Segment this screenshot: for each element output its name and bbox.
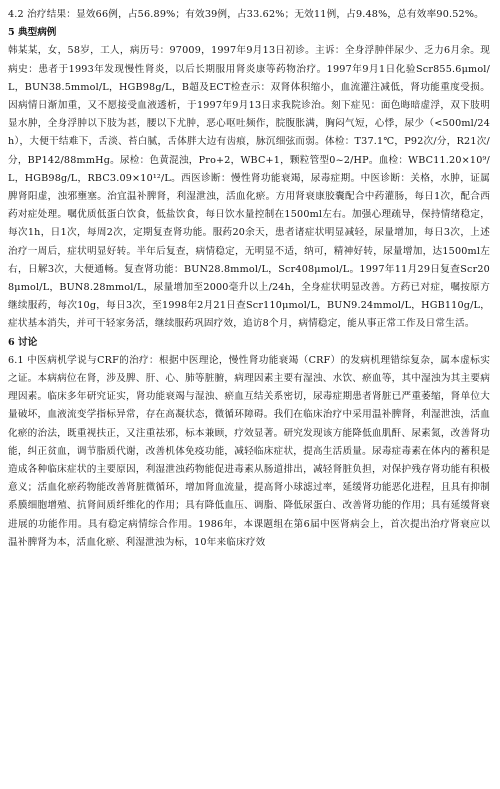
treatment-result-paragraph: 4.2 治疗结果：显效66例，占56.89%；有效39例，占33.62%；无效11例，占9.48%，总有效率90.52%。 (8, 9, 484, 20)
case-report-paragraph: 韩某某，女，58岁，工人，病历号：97009，1997年9月13日初诊。主诉：全身浮肿伴尿少、乏力6月余。现病史：患者于1993年发现慢性肾炎，以后长期服用肾炎康等药物治疗。1997年9月1日化验Scr855.6μmol/L，BUN38.5mmol/L，HGB98g/L，B超及ECT检查示：双肾体积缩小，血流灌注减低，肾功能重度受损。因病情日渐加重，又不愿接受血液透析，于1997年9月13日求我院诊治。刻下症见：面色晦暗虚浮，双下肢明显水肿，全身浮肿以下肢为甚，腰以下尤肿，恶心呕吐频作，脘腹胀满，胸闷气短，心悸，尿少（<500ml/24h），大便干结难下，舌淡、苔白腻，舌体胖大边有齿痕，脉沉细弦而弱。体检：T37.1℃，P92次/分，R21次/分，BP142/88mmHg。尿检：色黄混浊，Pro+2，WBC+1，颗粒管型0~2/HP。血检：WBC11.20×10⁹/L，HGB98g/L，RBC3.09×10¹²/L。西医诊断：慢性肾功能衰竭，尿毒症期。中医诊断：关格，水肿，证属脾肾阳虚，浊邪壅塞。治宜温补脾肾，利湿泄浊，活血化瘀。方用肾衰康胶囊配合中药灌肠，每日1次，配合西药对症处理。嘱优质低蛋白饮食，低盐饮食，每日饮水量控制在1500ml左右。加强心理疏导，保持情绪稳定，每次1h，日1次，每周2次，定期复查肾功能。服药20余天，患者诸症状明显减轻，尿量增加，每日3次，上述治疗一周后，症状明显好转。半年后复查，病情稳定，无明显不适，纳可，精神好转，尿量增加，达1500ml左右，日解3次，大便通畅。复查肾功能：BUN28.8mmol/L，Scr408μmol/L。1997年11月29日复查Scr208μmol/L，BUN8.28mmol/L，尿量增加至2000毫升以上/24h，全身症状明显改善。方药已对症，嘱按原方继续服药，每次10g，每日3次，至1998年2月21日查Scr110μmol/L，BUN9.24mmol/L，HGB110g/L，症状基本消失，并可干轻家务活，继续服药巩固疗效，追访8个月，病情稳定，能从事正常工作及日常生活。 (8, 45, 490, 330)
case-heading: 5 典型病例 (8, 27, 57, 39)
discussion-heading: 6 讨论 (8, 336, 38, 348)
discussion-paragraph: 6.1 中医病机学说与CRF的治疗：根据中医理论，慢性肾功能衰竭（CRF）的发病机理错综复杂，属本虚标实之证。本病病位在肾，涉及脾、肝、心、肺等脏腑，病理因素主要有湿浊、水饮、瘀血等，其中湿浊为其主要病理因素。临床多年研究证实，肾功能衰竭与湿浊、瘀血互结关系密切，尿毒症期患者肾脏已严重萎缩，肾单位大量破坏，血液流变学指标异常，存在高凝状态，微循环障碍。我们在临床治疗中采用温补脾肾，利湿泄浊，活血化瘀的治法，既重视扶正，又注重祛邪，标本兼顾，疗效显著。研究发现该方能降低血肌酐、尿素氮，改善肾功能，纠正贫血，调节脂质代谢，改善机体免疫功能，减轻临床症状，提高生活质量。尿毒症毒素在体内的蓄积是造成各种临床症状的主要原因，利湿泄浊药物能促进毒素从肠道排出，减轻肾脏负担，对保护残存肾功能有积极意义；活血化瘀药物能改善肾脏微循环，增加肾血流量，提高肾小球滤过率，延缓肾功能恶化进程，且具有抑制系膜细胞增殖、抗肾间质纤维化的作用；具有降低血压、调脂、降低尿蛋白、改善肾功能的作用；具有延缓肾衰进展的功能作用。具有稳定病情综合作用。1986年，本课题组在第6届中医肾病会上，首次提出治疗肾衰应以温补脾肾为本，活血化瘀、利湿泄浊为标，10年来临床疗效 (8, 354, 490, 548)
